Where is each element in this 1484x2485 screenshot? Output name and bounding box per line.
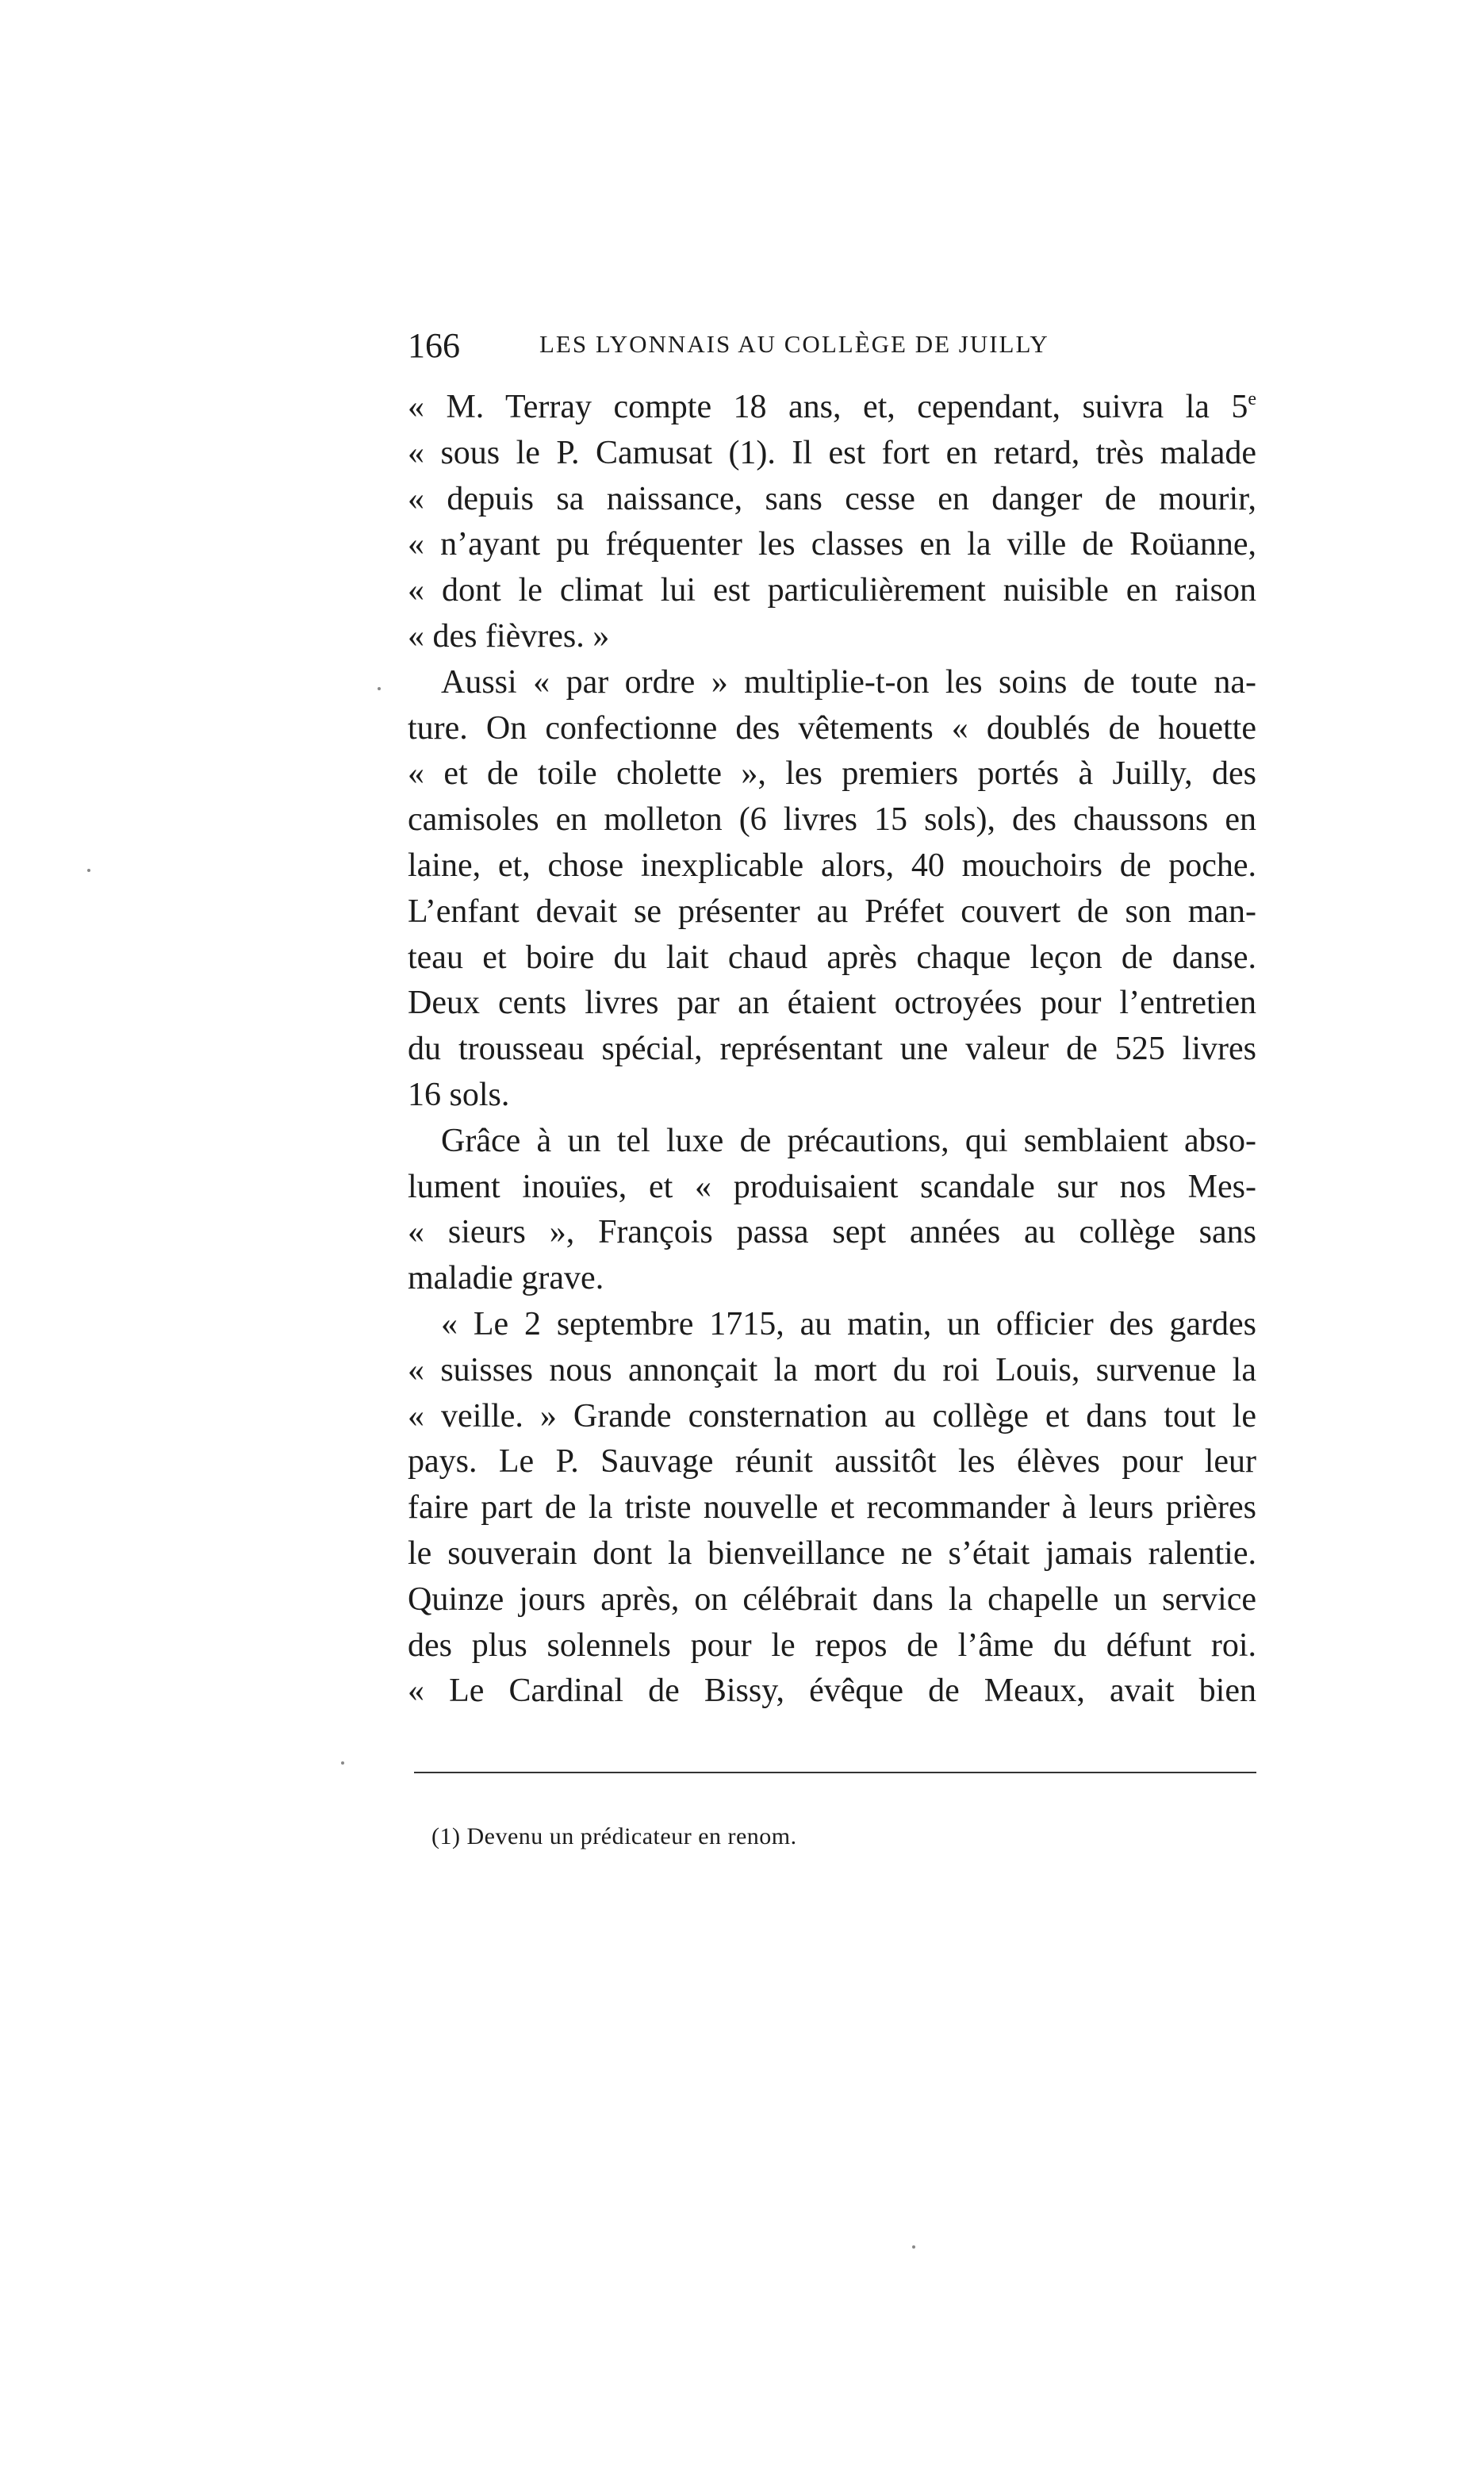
text-line: L’enfant devait se présenter au Préfet couvert de son man- bbox=[408, 893, 1256, 930]
scan-speck bbox=[341, 1761, 344, 1765]
text-line: 16 sols. bbox=[408, 1076, 510, 1113]
page-number: 166 bbox=[408, 326, 460, 365]
text-line: des plus solennels pour le repos de l’âme du défunt roi. bbox=[408, 1627, 1256, 1664]
text-line: « des fièvres. » bbox=[408, 617, 610, 655]
scan-speck bbox=[378, 687, 381, 690]
text-line: Deux cents livres par an étaient octroyées pour l’entretien bbox=[408, 985, 1256, 1022]
text-line: « sieurs », François passa sept années au collège sans bbox=[408, 1214, 1256, 1251]
superscript: e bbox=[1248, 389, 1256, 409]
text-line: faire part de la triste nouvelle et recommander à leurs prières bbox=[408, 1489, 1256, 1527]
text-line: « suisses nous annonçait la mort du roi Louis, survenue la bbox=[408, 1351, 1256, 1388]
scan-speck bbox=[87, 869, 90, 872]
text-line: « et de toile cholette », les premiers portés à Juilly, des bbox=[408, 755, 1256, 793]
text-line: camisoles en molleton (6 livres 15 sols), des chaussons en bbox=[408, 801, 1256, 839]
text-line: ture. On confectionne des vêtements « doublés de houette bbox=[408, 709, 1256, 747]
text-line: du trousseau spécial, représentant une valeur de 525 livres bbox=[408, 1031, 1256, 1068]
text-line: « M. Terray compte 18 ans, et, cependant, suivra la 5e bbox=[408, 389, 1256, 425]
scan-speck bbox=[912, 2245, 915, 2249]
text-line: laine, et, chose inexplicable alors, 40 mouchoirs de poche. bbox=[408, 847, 1256, 884]
text-line: Quinze jours après, on célébrait dans la chapelle un service bbox=[408, 1580, 1256, 1618]
text-line: pays. Le P. Sauvage réunit aussitôt les élèves pour leur bbox=[408, 1443, 1256, 1481]
running-title: LES LYONNAIS AU COLLÈGE DE JUILLY bbox=[539, 330, 1049, 358]
text-line: teau et boire du lait chaud après chaque leçon de danse. bbox=[408, 939, 1256, 976]
body-text bbox=[408, 385, 1256, 1715]
text-line: « Le 2 septembre 1715, au matin, un officier des gardes bbox=[441, 1305, 1256, 1342]
text-line: lument inouïes, et « produisaient scandale sur nos Mes- bbox=[408, 1168, 1256, 1205]
text-line: « sous le P. Camusat (1). Il est fort en retard, très malade bbox=[408, 434, 1256, 471]
footnote: (1) Devenu un prédicateur en renom. bbox=[431, 1823, 797, 1849]
text-line: Grâce à un tel luxe de précautions, qui semblaient abso- bbox=[441, 1122, 1256, 1159]
footnote-rule bbox=[414, 1772, 1256, 1773]
page-header bbox=[408, 319, 1256, 367]
text-line: « dont le climat lui est particulièrement nuisible en raison bbox=[408, 572, 1256, 609]
text-line: « depuis sa naissance, sans cesse en danger de mourir, bbox=[408, 480, 1256, 517]
text-line: le souverain dont la bienveillance ne s’était jamais ralentie. bbox=[408, 1534, 1256, 1572]
text-line: maladie grave. bbox=[408, 1260, 604, 1297]
text-line: « veille. » Grande consternation au collège et dans tout le bbox=[408, 1397, 1256, 1435]
text-line: Aussi « par ordre » multiplie-t-on les soins de toute na- bbox=[441, 663, 1256, 701]
text-line: « n’ayant pu fréquenter les classes en la ville de Roüanne, bbox=[408, 526, 1256, 563]
text-line: « Le Cardinal de Bissy, évêque de Meaux, avait bien bbox=[408, 1673, 1256, 1710]
